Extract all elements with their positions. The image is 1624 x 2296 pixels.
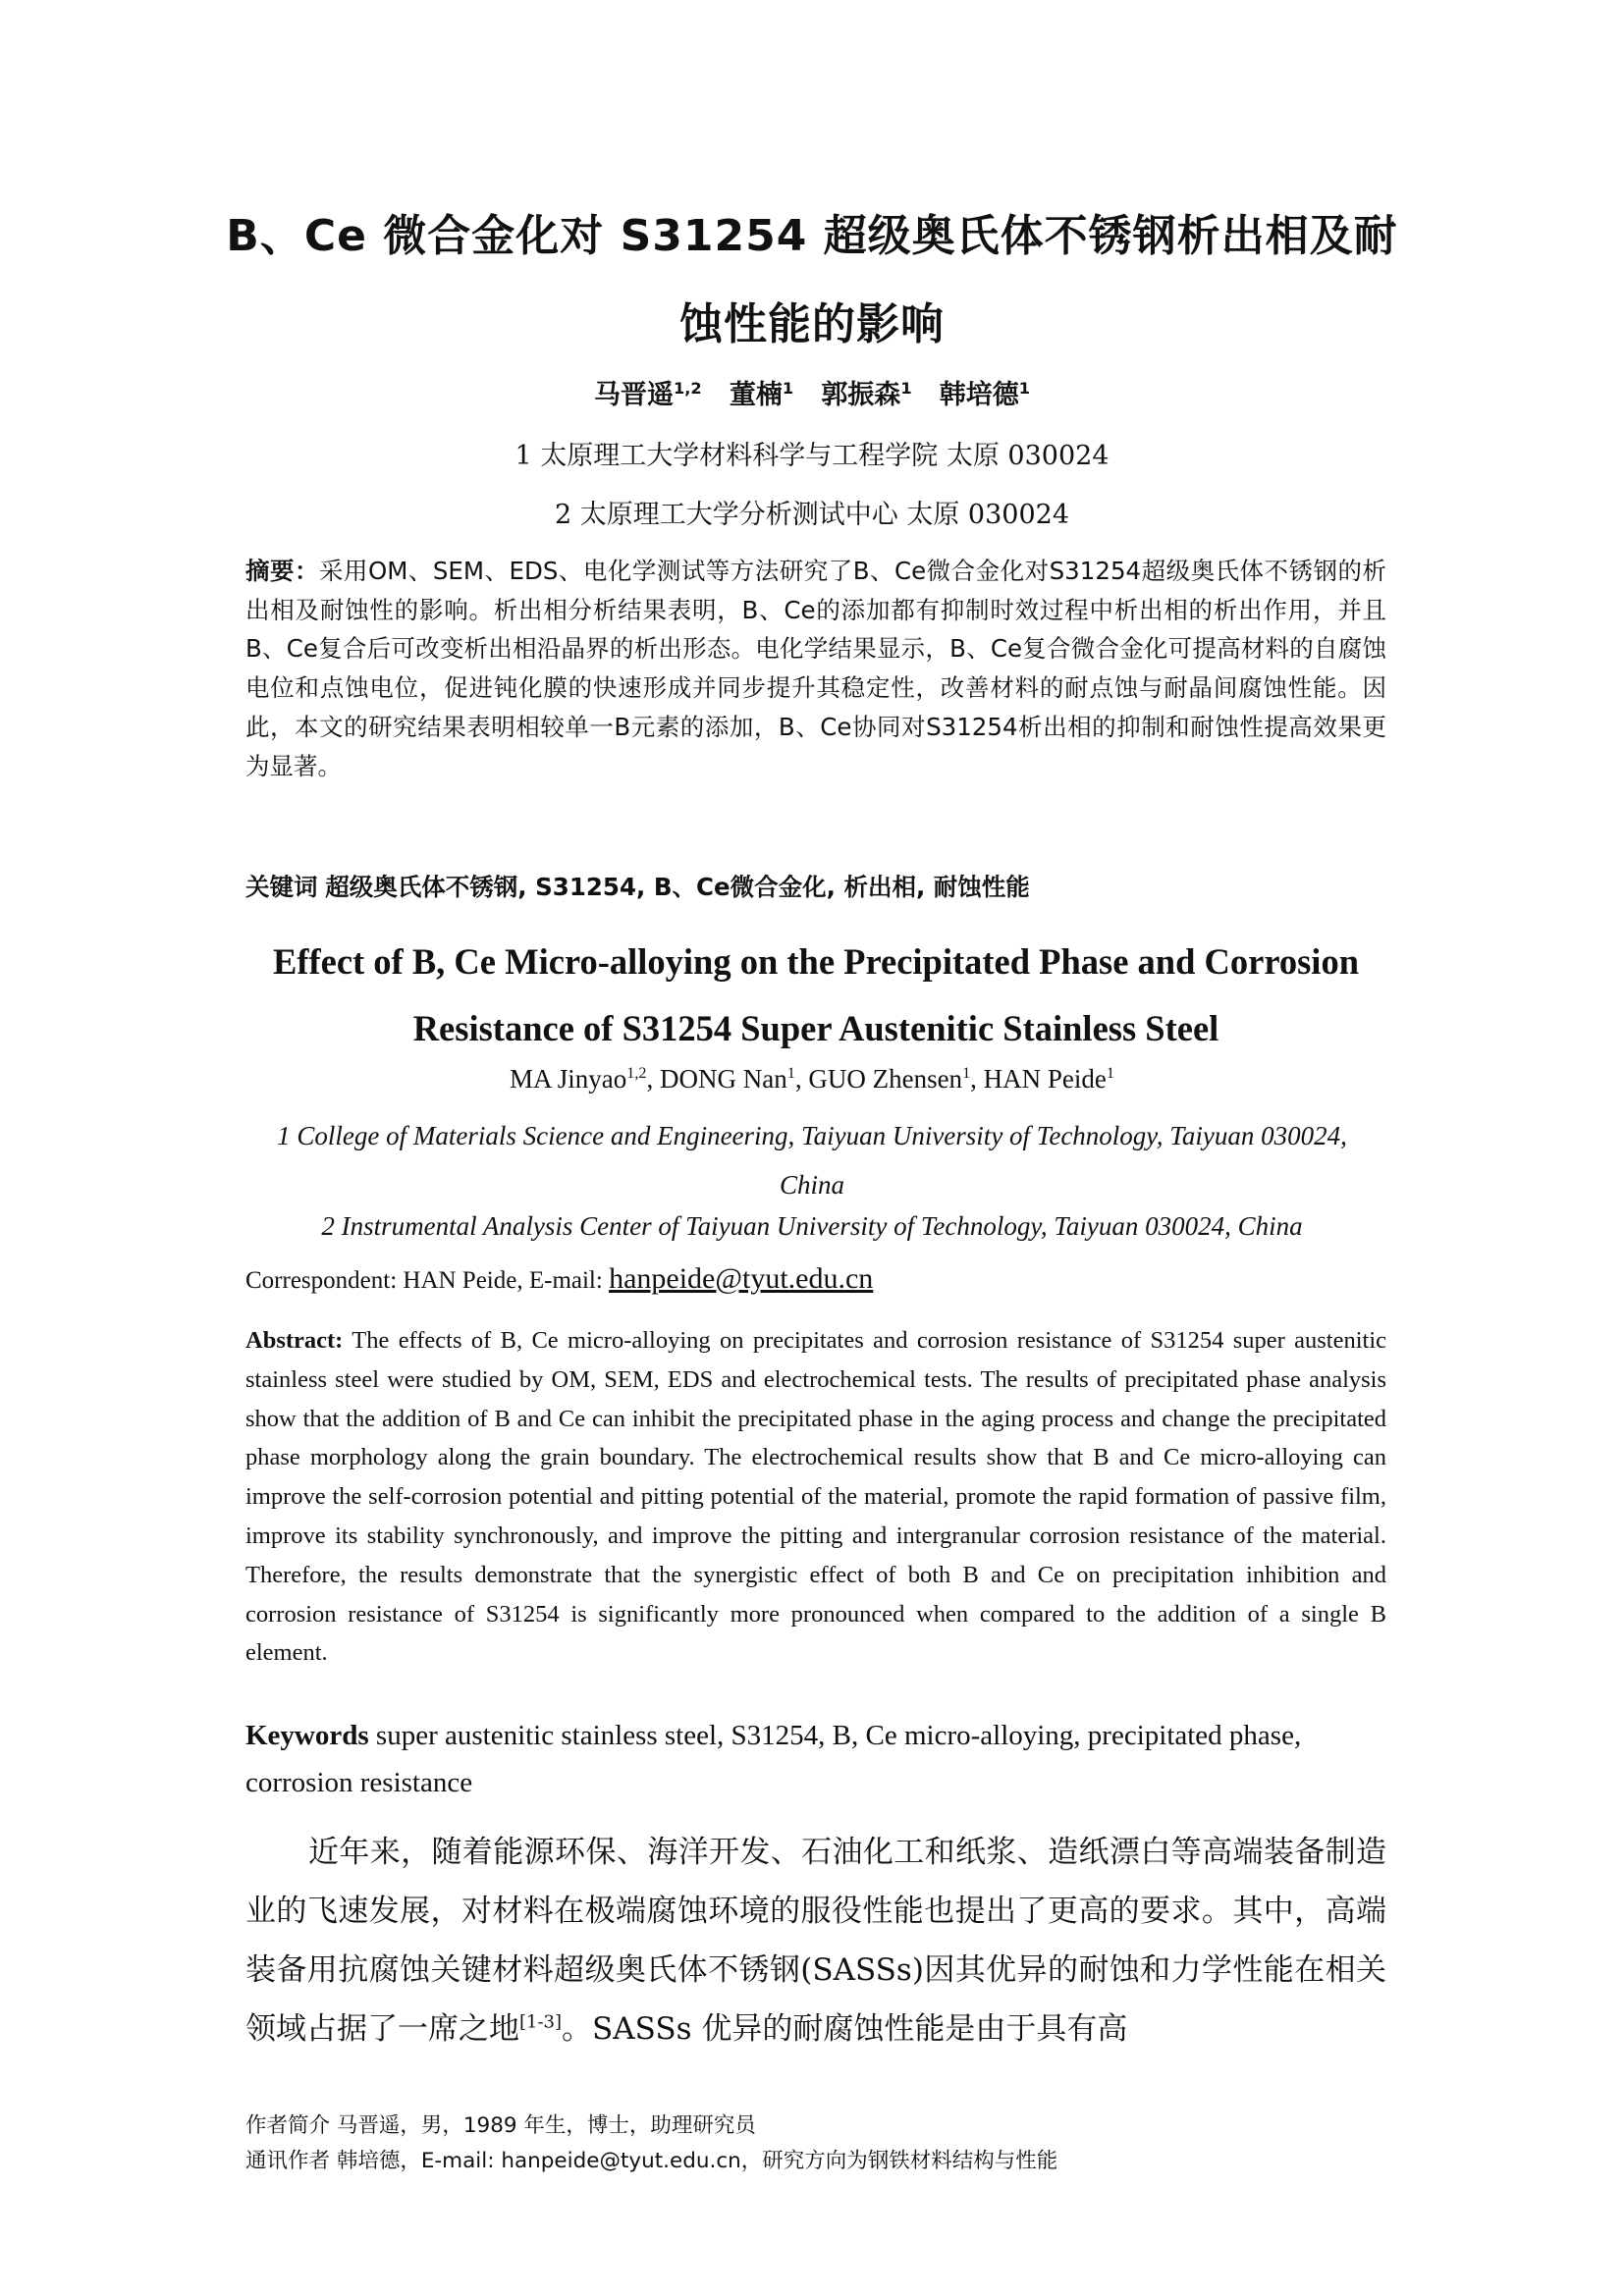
author-name: HAN Peide: [983, 1064, 1107, 1094]
english-abstract-text: The effects of B, Ce micro-alloying on precipitates and corrosion resistance of S31254 super austenitic stainless steel were studied by OM, SEM, EDS and electrochemical tests. The results of precipitated phase analysis show that the addition of B and Ce can inhibit the precipitated phase in the aging process and change the precipitated phase morphology along the grain boundary. The electrochemical results show that B and Ce micro-alloying can improve the self-corrosion potential and pitting potential of the material, promote the rapid formation of passive film, improve its stability synchronously, and improve the pitting and intergranular corrosion resistance of the material. Therefore, the results demonstrate that the synergistic effect of both B and Ce on precipitation inhibition and corrosion resistance of S31254 is significantly more pronounced when compared to the addition of a single B element.: [245, 1327, 1386, 1667]
english-keywords: [245, 1712, 1386, 1806]
english-abstract-label: Abstract:: [245, 1327, 344, 1354]
author-affiliation-mark: 1,2: [673, 379, 702, 398]
english-keywords-label: Keywords: [245, 1720, 369, 1751]
chinese-authors: [245, 373, 1379, 411]
english-affiliation-2: 2 Instrumental Analysis Center of Taiyuan University of Technology, Taiyuan 030024, China: [321, 1211, 1303, 1241]
chinese-title: B、Ce 微合金化对 S31254 超级奥氏体不锈钢析出相及耐蚀性能的影响: [226, 211, 1398, 349]
chinese-affiliation-2: 2 太原理工大学分析测试中心 太原 030024: [555, 500, 1069, 530]
author-affiliation-mark: 1,2: [626, 1064, 647, 1082]
author-name: 董楠: [729, 380, 783, 410]
english-title: Effect of B, Ce Micro-alloying on the Precipitated Phase and Corrosion Resistance of S31254 Super Austenitic Stainless Steel: [272, 941, 1360, 1048]
english-abstract: [245, 1321, 1386, 1673]
author-name: 韩培德: [939, 380, 1019, 410]
chinese-abstract-text: 采用OM、SEM、EDS、电化学测试等方法研究了B、Ce微合金化对S31254超级奥氏体不锈钢的析出相及耐蚀性的影响。析出相分析结果表明，B、Ce的添加都有抑制时效过程中析出相的析出作用，并且B、Ce复合后可改变析出相沿晶界的析出形态。电化学结果显示，B、Ce复合微合金化可提高材料的自腐蚀电位和点蚀电位，促进钝化膜的快速形成并同步提升其稳定性，改善材料的耐点蚀与耐晶间腐蚀性能。因此，本文的研究结果表明相较单一B元素的添加，B、Ce协同对S31254析出相的抑制和耐蚀性提高效果更为显著。: [245, 557, 1386, 780]
introduction-text: 近年来，随着能源环保、海洋开发、石油化工和纸浆、造纸漂白等高端装备制造业的飞速发展，对材料在极端腐蚀环境的服役性能也提出了更高的要求。其中，高端装备用抗腐蚀关键材料超级奥氏体不锈钢(SASSs)因其优异的耐蚀和力学性能在相关领域占据了一席之地: [245, 1835, 1386, 2047]
author-name: GUO Zhensen: [808, 1064, 963, 1094]
correspondent-line: [245, 1262, 1386, 1296]
english-keywords-list: super austenitic stainless steel, S31254, B, Ce micro-alloying, precipitated phase, corrosion resistance: [245, 1720, 1302, 1798]
author-name: MA Jinyao: [510, 1064, 627, 1094]
author-name: 郭振森: [821, 380, 901, 410]
author-affiliation-mark: 1: [782, 379, 794, 398]
chinese-keywords-label: 关键词: [245, 873, 318, 901]
introduction-text-continued: 。SASSs 优异的耐腐蚀性能是由于具有高: [562, 2011, 1128, 2047]
chinese-keywords-list: 超级奥氏体不锈钢, S31254, B、Ce微合金化, 析出相, 耐蚀性能: [325, 873, 1030, 901]
author-affiliation-mark: 1: [1106, 1064, 1114, 1082]
correspondent-email-link[interactable]: hanpeide@tyut.edu.cn: [609, 1262, 874, 1295]
correspondent-label: Correspondent: HAN Peide, E-mail:: [245, 1267, 610, 1294]
author-affiliation-mark: 1: [786, 1064, 795, 1082]
chinese-keywords: [245, 868, 1386, 907]
introduction-paragraph: [245, 1823, 1386, 2058]
author-name: DONG Nan: [660, 1064, 787, 1094]
author-name: 马晋遥: [593, 380, 674, 410]
english-affiliation-1: 1 College of Materials Science and Engineering, Taiyuan University of Technology, Taiyuan 030024, China: [277, 1121, 1347, 1200]
chinese-abstract: [245, 552, 1386, 785]
chinese-affiliation-1: 1 太原理工大学材料科学与工程学院 太原 030024: [514, 441, 1110, 471]
english-authors: MA Jinyao$^{1,2}$, DONG Nan$^1$, GUO Zhensen$^1$, HAN Peide$^1$: [510, 1064, 1114, 1094]
author-affiliation-mark: 1: [962, 1064, 971, 1082]
author-affiliation-mark: 1: [900, 379, 912, 398]
author-bio-footnote: 作者简介 马晋遥，男，1989 年生，博士，助理研究员: [245, 2113, 756, 2138]
chinese-abstract-label: 摘要：: [245, 557, 319, 585]
author-affiliation-mark: 1: [1018, 379, 1031, 398]
citation-reference: [1-3]: [519, 2011, 563, 2033]
corresponding-author-footnote: 通讯作者 韩培德，E-mail: hanpeide@tyut.edu.cn，研究方向为钢铁材料结构与性能: [245, 2149, 1058, 2173]
